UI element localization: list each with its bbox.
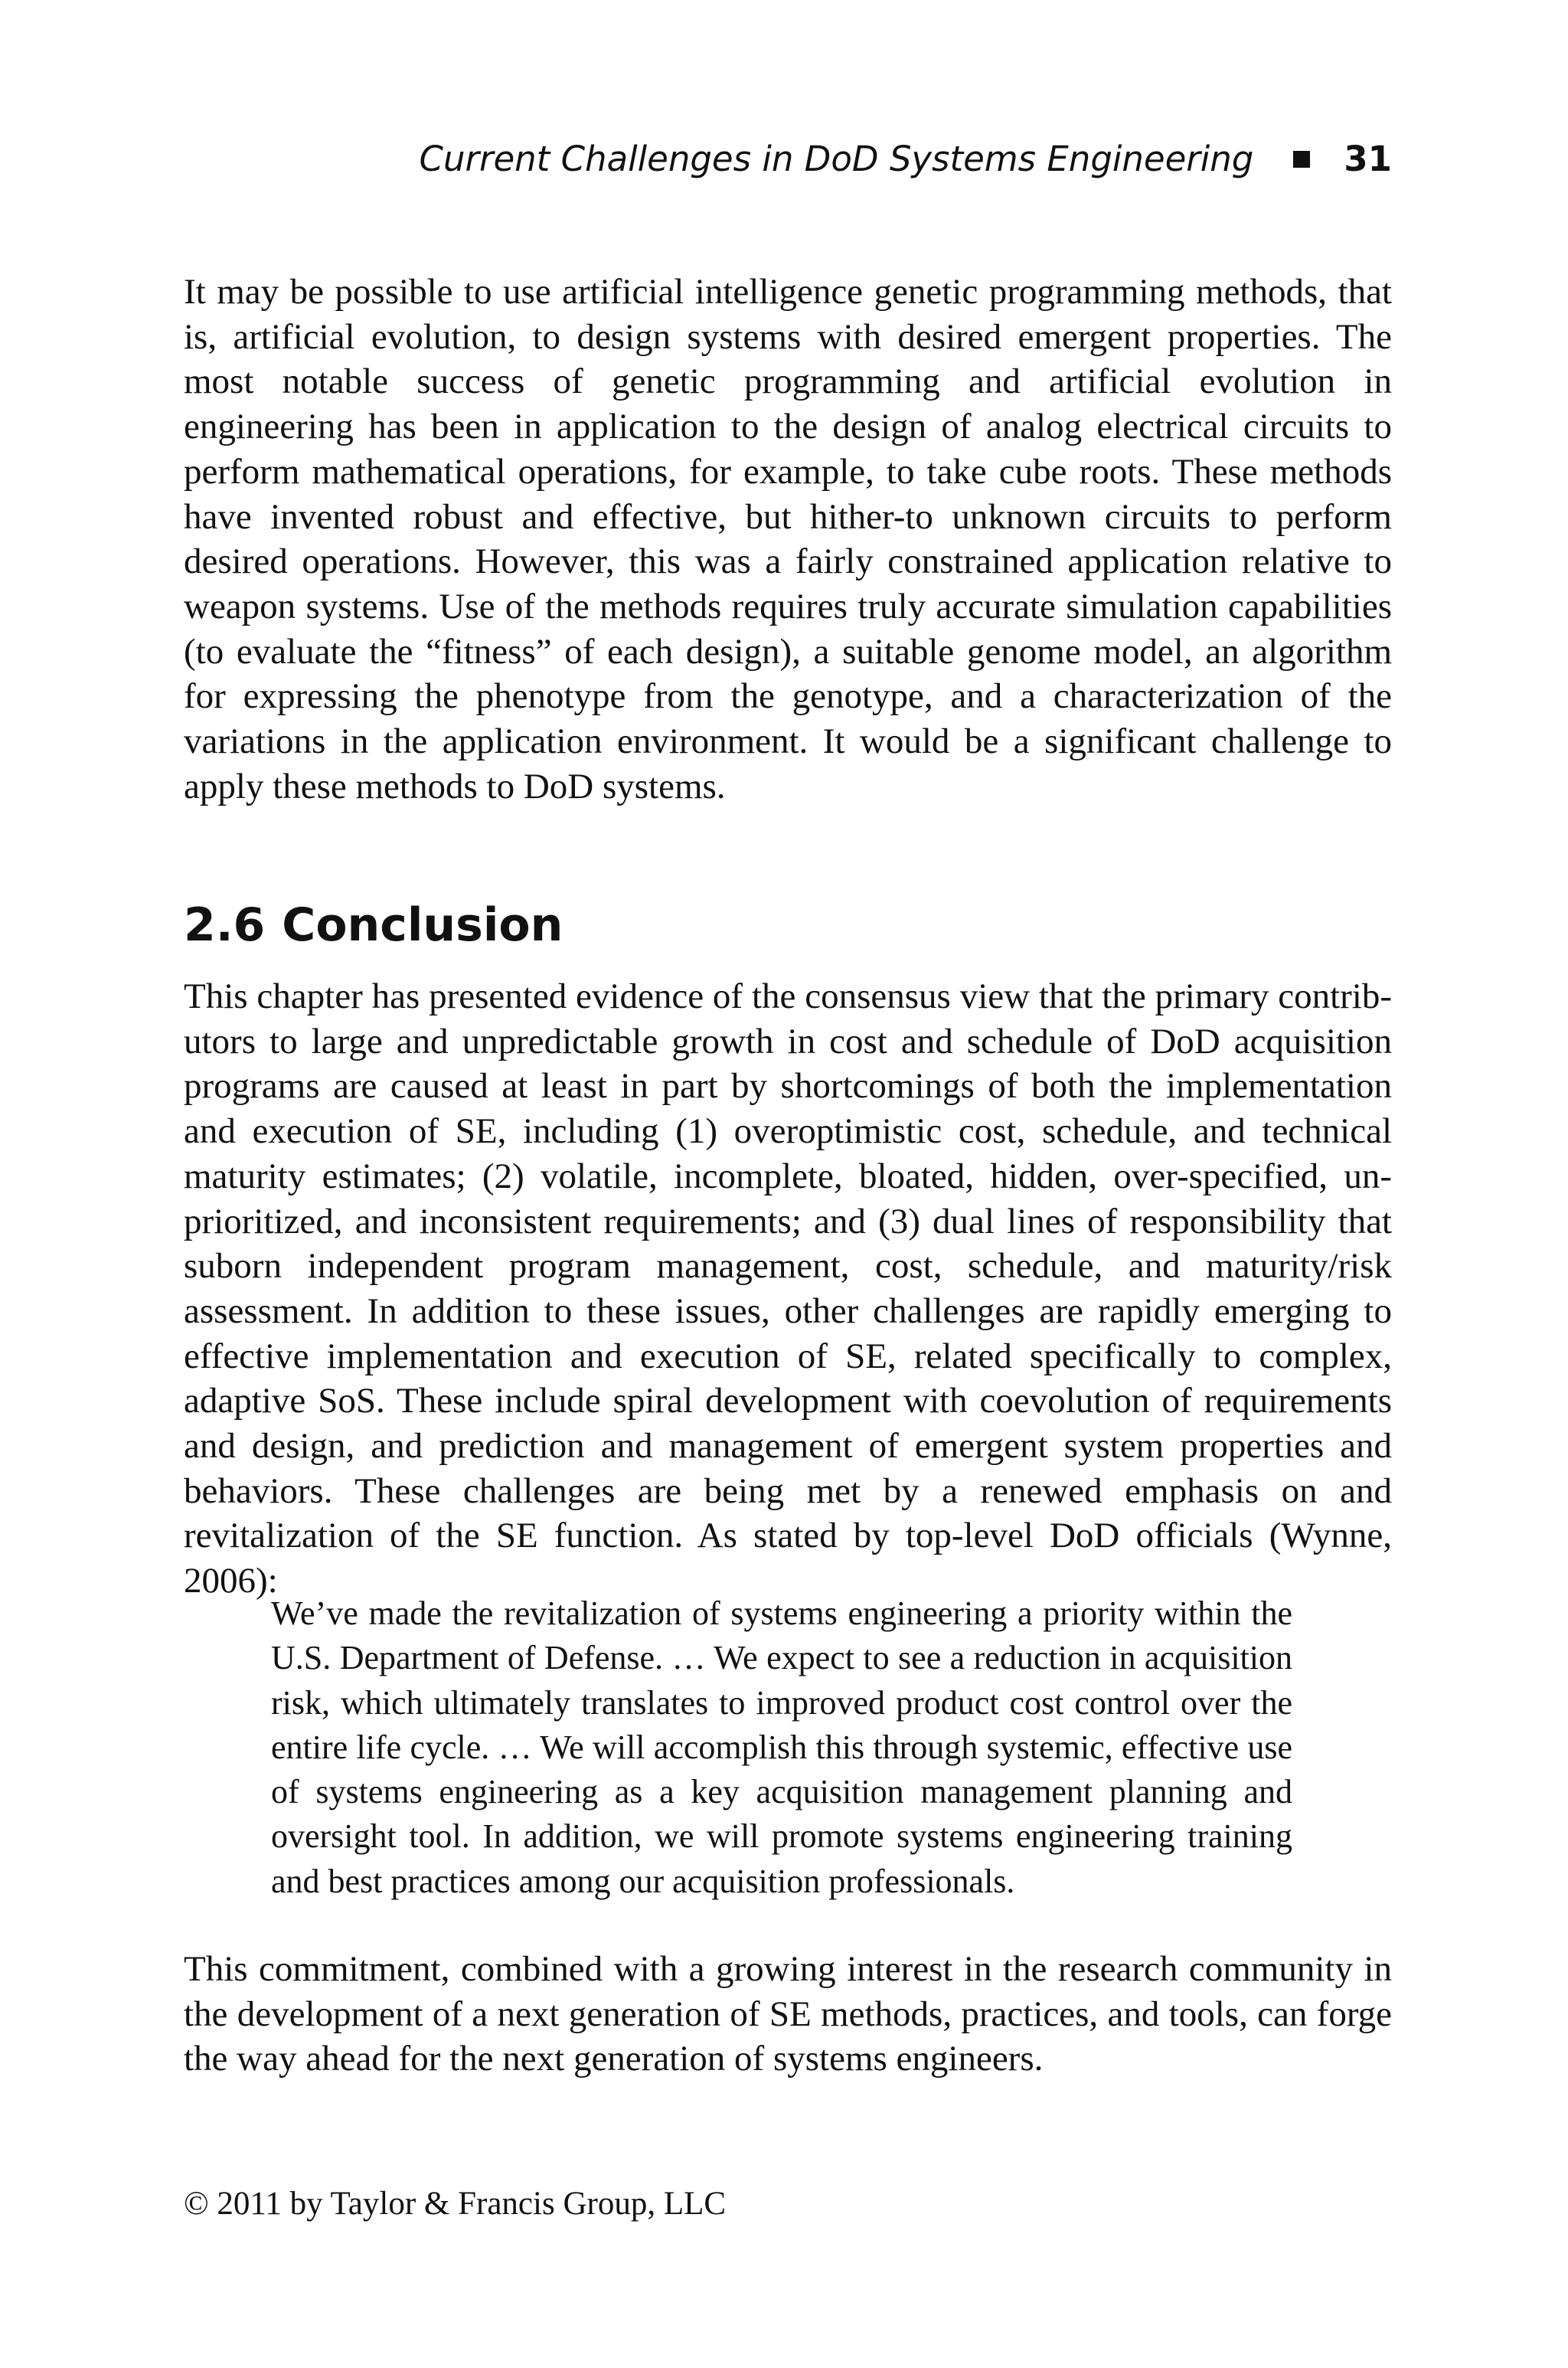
running-title: Current Challenges in DoD Systems Engineering	[419, 139, 1254, 179]
running-header	[184, 136, 1392, 182]
page-number: 31	[1344, 139, 1392, 179]
body-paragraph: This commitment, combined with a growing interest in the research community in the development of a next generation of SE methods, practices, and tools, can forge the way ahead for the next generation of systems engineers.	[184, 1949, 1392, 2079]
body-paragraph: It may be possible to use artificial intelligence genetic programming methods, that is, artificial evolution, to design systems with desired emergent properties. The most notable success of genetic programming and artificial evolution in engineering has been in application to the design of analog electrical circuits to perform mathematical operations, for example, to take cube roots. These methods have invented robust and effective, but hither-to unknown circuits to perform desired operations. However, this was a fairly constrained application relative to weapon systems. Use of the methods requires truly accurate simulation capabilities (to evaluate the “fitness” of each design), a suitable genome model, an algorithm for expressing the phenotype from the genotype, and a characterization of the variations in the application environment. It would be a significant challenge to apply these methods to DoD systems.	[184, 272, 1392, 806]
section-title: Conclusion	[282, 898, 564, 952]
square-bullet-icon	[1293, 151, 1310, 168]
section-heading	[184, 895, 563, 956]
block-quote: We’ve made the revitalization of systems engineering a priority within the U.S. Department of Defense. … We expect to see a reduction in acquisition risk, which ultimately translates to improved product cost control over the entire life cycle. … We will accomplish this through systemic, effective use of systems engineering as a key acquisition management planning and oversight tool. In addition, we will promote systems engineering training and best practices among our acquisition professionals.	[271, 1594, 1292, 1900]
section-number: 2.6	[184, 898, 266, 952]
body-paragraph: This chapter has presented evidence of the consensus view that the primary contributors to large and unpredictable growth in cost and schedule of DoD acquisition programs are caused at least in part by shortcomings of both the implementation and execution of SE, including (1) overoptimistic cost, schedule, and technical maturity estimates; (2) volatile, incomplete, bloated, hidden, over-specified, un-prioritized, and inconsistent requirements; and (3) dual lines of responsibility that suborn independent program management, cost, schedule, and maturity/risk assessment. In addition to these issues, other challenges are rapidly emerging to effective implementation and execution of SE, related specifically to complex, adaptive SoS. These include spiral development with coevolution of requirements and design, and prediction and management of emergent system properties and behaviors. These challenges are being met by a renewed emphasis on and revitalization of the SE function. As stated by top-level DoD officials (Wynne, 2006):	[184, 976, 1392, 1601]
copyright-notice: © 2011 by Taylor & Francis Group, LLC	[184, 2186, 727, 2222]
